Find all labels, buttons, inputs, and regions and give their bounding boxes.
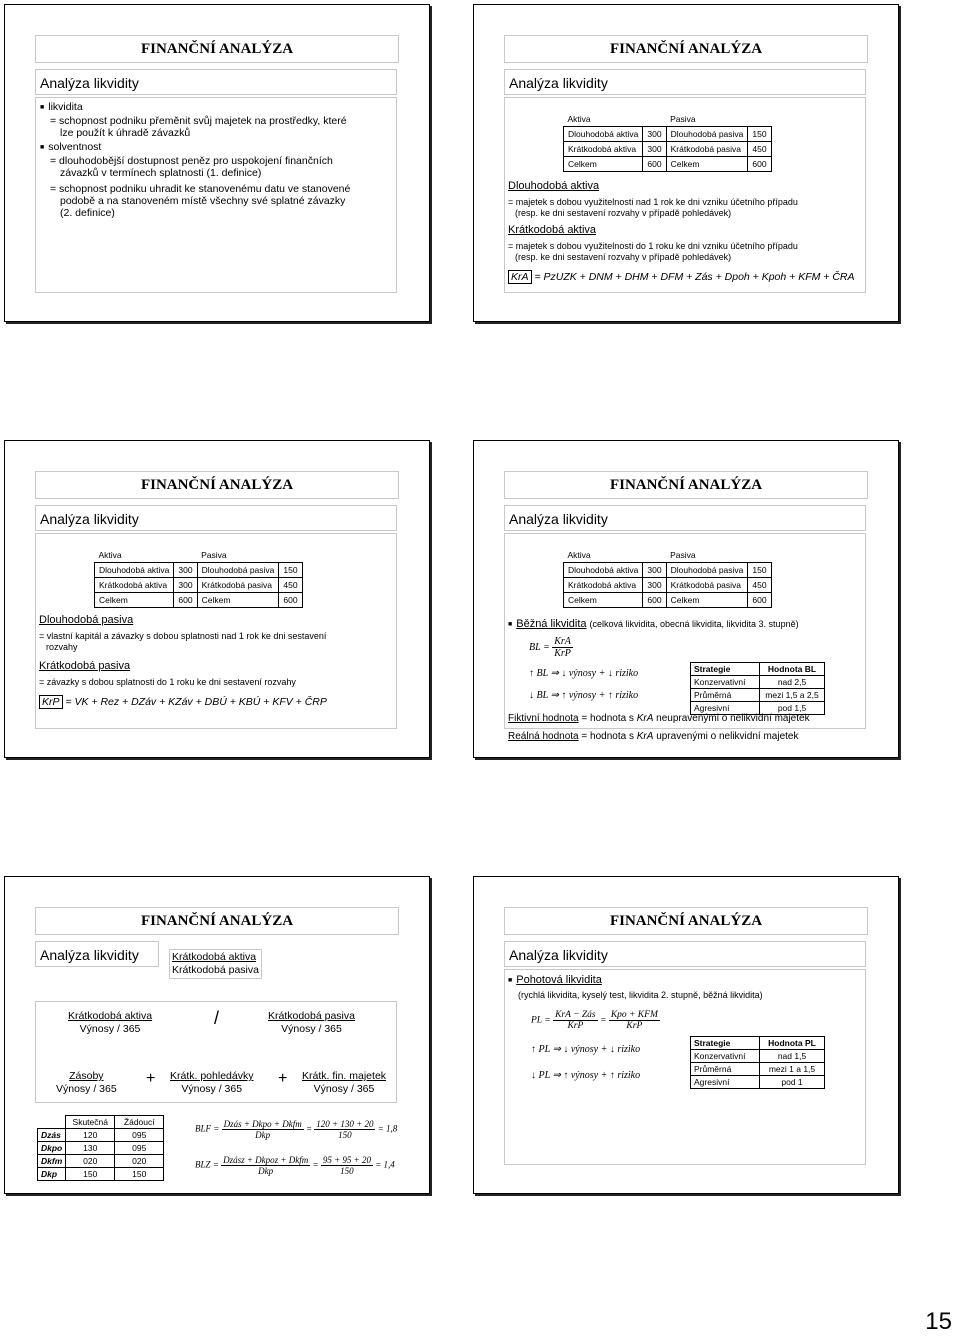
table-cell: Agresivní: [691, 1076, 760, 1089]
table-cell: 020: [115, 1155, 164, 1168]
table-cell: [748, 112, 771, 127]
table-cell: 120: [66, 1129, 115, 1142]
table-cell: Celkem: [666, 593, 748, 608]
slide-1: [4, 4, 430, 322]
table-cell: Agresivní: [691, 702, 760, 715]
table-cell: Krátkodobá pasiva: [666, 578, 748, 593]
table-cell: 150: [748, 127, 771, 142]
table-cell: 150: [748, 563, 771, 578]
table-cell: Průměrná: [691, 1063, 760, 1076]
slide-3: [4, 440, 430, 758]
section-heading: Analýza likvidity: [504, 941, 866, 967]
table-row: [691, 676, 825, 689]
table-cell: 300: [643, 563, 666, 578]
table-cell: 600: [643, 157, 666, 172]
def-line: závazků v termínech splatnosti (1. definice): [60, 167, 262, 179]
frac-fin-majetek: Krátk. fin. majetek Výnosy / 365: [302, 1070, 387, 1095]
def-line: (resp. ke dni sestavení rozvahy v případě pohledávek): [515, 252, 732, 262]
table-cell: Průměrná: [691, 689, 760, 702]
table-cell: 450: [748, 578, 771, 593]
blf-formula: BLF = $\frac{\text{Dzás + Dkpo + Dkfm}}{\text{Dkp}}$ = $\frac{120 + 130 + 20}{150}$ = 1,8: [195, 1119, 398, 1140]
slide-title: FINANČNÍ ANALÝZA: [504, 35, 868, 63]
table-row: [95, 593, 303, 608]
slide-2: [473, 4, 899, 322]
slide-body: [35, 97, 397, 293]
table-row: [691, 1037, 825, 1050]
table-row: [564, 112, 772, 127]
slash-sign: /: [214, 1008, 220, 1028]
balance-table: [563, 112, 772, 172]
slide-5: [4, 876, 430, 1194]
def-line: podobě a na stanoveném místě všechny své splatné závazky: [60, 195, 346, 207]
strategy-table: [690, 662, 825, 715]
note-realna: Reálná hodnota = hodnota s KrA upravenými o nelikvidní majetek: [508, 731, 799, 742]
heading-dlouhodoba-pasiva: Dlouhodobá pasiva: [39, 614, 134, 626]
table-cell: 095: [115, 1129, 164, 1142]
section-heading: Analýza likvidity: [35, 505, 397, 531]
table-cell: mezi 1,5 a 2,5: [760, 689, 825, 702]
blz-formula: BLZ = $\frac{\text{Dzász + Dkpoz + Dkfm}}{\text{Dkp}}$ = $\frac{95 + 95 + 20}{150}$ = 1,4: [195, 1155, 395, 1176]
table-cell: 300: [174, 563, 197, 578]
def-line: rozvahy: [46, 642, 78, 652]
table-row: [564, 548, 772, 563]
table-row: [38, 1168, 164, 1181]
table-row: [38, 1142, 164, 1155]
table-cell: Dlouhodobá pasiva: [666, 127, 748, 142]
balance-table: [94, 548, 303, 608]
heading-kratkodoba-aktiva: Krátkodobá aktiva: [508, 224, 597, 236]
table-row: [691, 1076, 825, 1089]
def-line: = schopnost podniku přeměnit svůj majetek na prostředky, které: [50, 115, 347, 127]
table-cell: Strategie: [691, 1037, 760, 1050]
def-line: = majetek s dobou využitelnosti do 1 roku ke dni vzniku účetního případu: [508, 241, 798, 251]
table-cell: Dkp: [38, 1168, 66, 1181]
pohotova-likvidita-heading: ■ Pohotová likvidita: [508, 974, 602, 987]
table-cell: 150: [66, 1168, 115, 1181]
def-line: (resp. ke dni sestavení rozvahy v případě pohledávek): [515, 208, 732, 218]
table-cell: pod 1,5: [760, 702, 825, 715]
bl-up-arrow-line: ↑ BL ⇒ ↓ výnosy + ↓ riziko: [529, 668, 639, 679]
table-cell: Aktiva: [564, 112, 643, 127]
table-row: [564, 563, 772, 578]
table-cell: 450: [748, 142, 771, 157]
slide-body: [504, 969, 866, 1165]
table-cell: Dkpo: [38, 1142, 66, 1155]
table-cell: 130: [66, 1142, 115, 1155]
table-row: [564, 157, 772, 172]
table-cell: Skutečná: [66, 1116, 115, 1129]
def-line: = dlouhodobější dostupnost peněz pro uspokojení finančních: [50, 155, 333, 167]
pl-formula: PL = $\frac{\text{KrA − Zás}}{\text{KrP}}$ = $\frac{\text{Kpo + KFM}}{\text{KrP}}$: [531, 1010, 658, 1031]
section-heading: Analýza likvidity: [35, 69, 397, 95]
table-cell: Dlouhodobá aktiva: [95, 563, 174, 578]
bl-formula: BL = $\frac{\text{KrA}}{\text{KrP}}$: [529, 636, 571, 659]
slide-4: [473, 440, 899, 758]
table-row: [564, 142, 772, 157]
bl-down-arrow-line: ↓ BL ⇒ ↑ výnosy + ↑ riziko: [529, 690, 639, 701]
frac-zasoby: Zásoby Výnosy / 365: [56, 1070, 117, 1095]
table-cell: Krátkodobá aktiva: [95, 578, 174, 593]
bezna-likvidita-heading: ■ Běžná likvidita (celková likvidita, obecná likvidita, likvidita 3. stupně): [508, 618, 799, 631]
table-cell: Pasiva: [666, 548, 748, 563]
table-cell: Dlouhodobá aktiva: [564, 563, 643, 578]
note-fiktivni: Fiktivní hodnota = hodnota s KrA neupravenými o nelikvidní majetek: [508, 713, 810, 724]
pl-up-arrow-line: ↑ PL ⇒ ↓ výnosy + ↓ riziko: [531, 1044, 641, 1055]
table-row: [95, 563, 303, 578]
section-heading: Analýza likvidity: [504, 69, 866, 95]
def-line: = závazky s dobou splatnosti do 1 roku ke dni sestavení rozvahy: [39, 677, 296, 687]
heading-dlouhodoba-aktiva: Dlouhodobá aktiva: [508, 180, 600, 192]
section-heading: Analýza likvidity: [504, 505, 866, 531]
table-row: [38, 1129, 164, 1142]
slide-title: FINANČNÍ ANALÝZA: [35, 35, 399, 63]
table-cell: 600: [748, 157, 771, 172]
table-cell: 150: [279, 563, 302, 578]
table-cell: Strategie: [691, 663, 760, 676]
days-table: [37, 1115, 164, 1181]
table-cell: mezi 1 a 1,5: [760, 1063, 825, 1076]
table-row: [95, 548, 303, 563]
pohotova-subtitle: (rychlá likvidita, kyselý test, likvidita 2. stupně, běžná likvidita): [518, 990, 763, 1000]
table-row: [564, 127, 772, 142]
balance-table: [563, 548, 772, 608]
table-cell: [38, 1116, 66, 1129]
table-cell: Krátkodobá aktiva: [564, 578, 643, 593]
def-line: (2. definice): [60, 207, 115, 219]
table-cell: Aktiva: [564, 548, 643, 563]
table-cell: nad 2,5: [760, 676, 825, 689]
slide-title: FINANČNÍ ANALÝZA: [504, 471, 868, 499]
table-cell: Dlouhodobá aktiva: [564, 127, 643, 142]
table-cell: Dlouhodobá pasiva: [666, 563, 748, 578]
table-cell: Celkem: [95, 593, 174, 608]
slide-body: [504, 533, 866, 729]
table-cell: 600: [643, 593, 666, 608]
table-cell: Dlouhodobá pasiva: [197, 563, 279, 578]
table-cell: 020: [66, 1155, 115, 1168]
table-row: [691, 1050, 825, 1063]
krp-formula: KrP = VK + Rez + DZáv + KZáv + DBÚ + KBÚ + KFV + ČRP: [39, 696, 327, 709]
table-cell: 150: [115, 1168, 164, 1181]
slide-title: FINANČNÍ ANALÝZA: [504, 907, 868, 935]
def-line: = vlastní kapitál a závazky s dobou splatnosti nad 1 rok ke dni sestavení: [39, 631, 327, 641]
table-cell: [279, 548, 302, 563]
table-row: [691, 689, 825, 702]
table-cell: Hodnota PL: [760, 1037, 825, 1050]
table-row: [564, 593, 772, 608]
section-heading: Analýza likvidity: [35, 941, 159, 967]
table-cell: Dkfm: [38, 1155, 66, 1168]
table-row: [691, 663, 825, 676]
table-row: [564, 578, 772, 593]
table-cell: Krátkodobá pasiva: [197, 578, 279, 593]
table-cell: Pasiva: [197, 548, 279, 563]
table-row: [691, 1063, 825, 1076]
plus-sign: +: [146, 1070, 156, 1087]
table-cell: pod 1: [760, 1076, 825, 1089]
table-cell: Konzervativní: [691, 1050, 760, 1063]
def-line: = majetek s dobou využitelnosti nad 1 rok ke dni vzniku účetního případu: [508, 197, 798, 207]
table-cell: Aktiva: [95, 548, 174, 563]
strategy-table: [690, 1036, 825, 1089]
table-cell: Hodnota BL: [760, 663, 825, 676]
table-cell: 600: [279, 593, 302, 608]
slide-title: FINANČNÍ ANALÝZA: [35, 471, 399, 499]
kra-formula: KrA = PzUZK + DNM + DHM + DFM + Zás + Dpoh + Kpoh + KFM + ČRA: [508, 271, 855, 284]
table-cell: Celkem: [666, 157, 748, 172]
ratio-header: Krátkodobá aktiva Krátkodobá pasiva: [169, 949, 262, 979]
term-likvidita: ■ likvidita: [40, 101, 83, 114]
term-solventnost: ■ solventnost: [40, 141, 101, 154]
table-cell: nad 1,5: [760, 1050, 825, 1063]
table-cell: 300: [174, 578, 197, 593]
table-cell: Celkem: [564, 593, 643, 608]
table-row: [38, 1155, 164, 1168]
plus-sign: +: [278, 1070, 288, 1087]
table-row: [38, 1116, 164, 1129]
table-cell: Konzervativní: [691, 676, 760, 689]
table-row: [95, 578, 303, 593]
table-cell: Celkem: [564, 157, 643, 172]
frac-krp: Krátkodobá pasiva Výnosy / 365: [268, 1010, 355, 1035]
def-line: lze použít k úhradě závazků: [60, 127, 191, 139]
slide-6: [473, 876, 899, 1194]
table-cell: Dzás: [38, 1129, 66, 1142]
table-cell: 600: [748, 593, 771, 608]
table-cell: 600: [174, 593, 197, 608]
table-cell: 300: [643, 127, 666, 142]
slide-body: [35, 1001, 397, 1103]
table-cell: 095: [115, 1142, 164, 1155]
heading-kratkodoba-pasiva: Krátkodobá pasiva: [39, 660, 131, 672]
table-cell: [643, 112, 666, 127]
table-cell: Celkem: [197, 593, 279, 608]
def-line: = schopnost podniku uhradit ke stanovenému datu ve stanovené: [50, 183, 351, 195]
table-cell: Pasiva: [666, 112, 748, 127]
frac-pohledavky: Krátk. pohledávky Výnosy / 365: [170, 1070, 254, 1095]
page-number: 15: [925, 1308, 952, 1335]
table-cell: [748, 548, 771, 563]
frac-kra: Krátkodobá aktiva Výnosy / 365: [68, 1010, 153, 1035]
table-cell: [643, 548, 666, 563]
table-cell: [174, 548, 197, 563]
slide-body: [35, 533, 397, 729]
slide-body: [504, 97, 866, 293]
table-cell: 450: [279, 578, 302, 593]
table-cell: Krátkodobá pasiva: [666, 142, 748, 157]
table-cell: Krátkodobá aktiva: [564, 142, 643, 157]
pl-down-arrow-line: ↓ PL ⇒ ↑ výnosy + ↑ riziko: [531, 1070, 641, 1081]
slide-title: FINANČNÍ ANALÝZA: [35, 907, 399, 935]
table-cell: Žádoucí: [115, 1116, 164, 1129]
table-cell: 300: [643, 142, 666, 157]
table-cell: 300: [643, 578, 666, 593]
